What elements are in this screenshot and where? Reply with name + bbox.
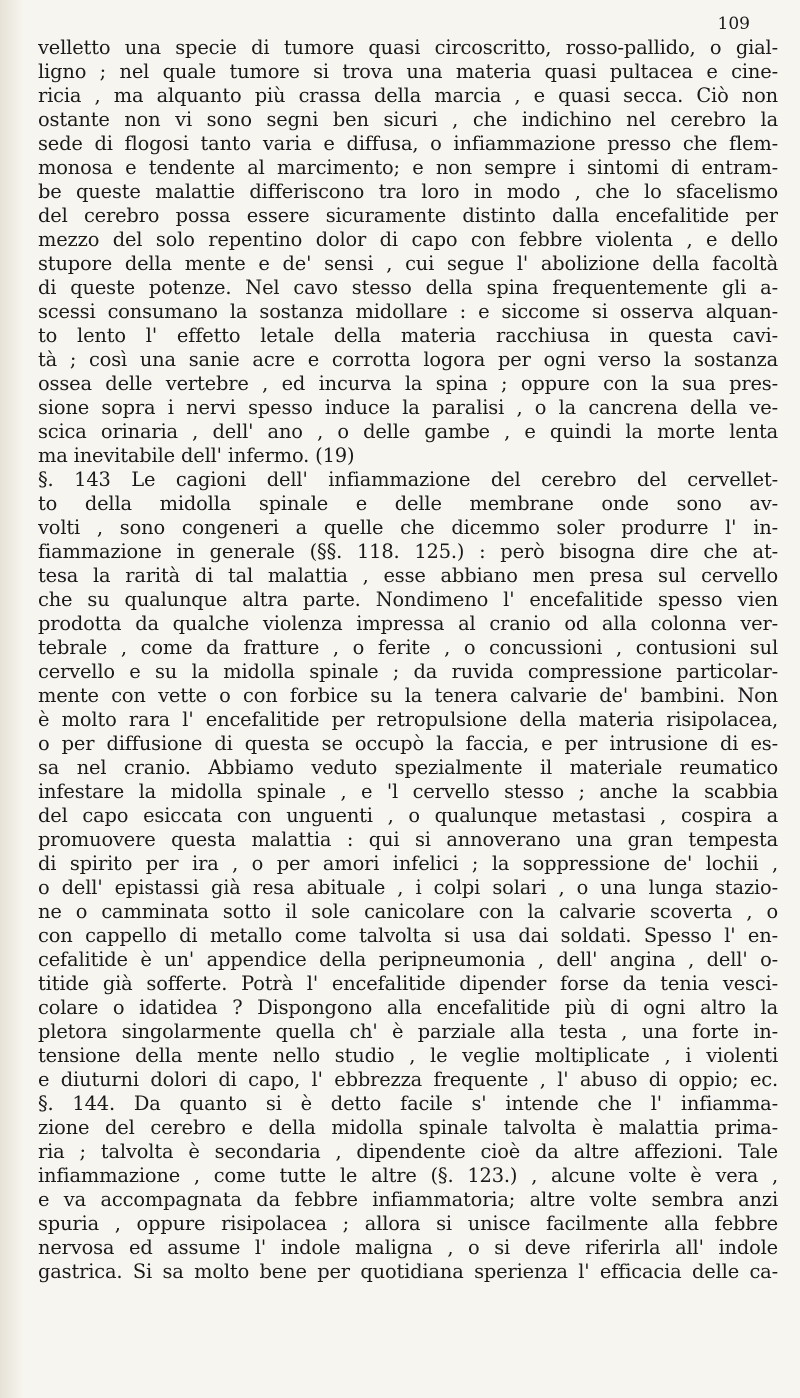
text-line: ligno ; nel quale tumore si trova una materia quasi pultacea e cine- <box>38 60 778 83</box>
text-line: o dell' epistassi già resa abituale , i colpi solari , o una lunga stazio- <box>38 876 778 899</box>
text-line: mezzo del solo repentino dolor di capo con febbre violenta , e dello <box>38 228 778 251</box>
text-line: monosa e tendente al marcimento; e non sempre i sintomi di entram- <box>38 156 778 179</box>
text-line: sa nel cranio. Abbiamo veduto spezialmente il materiale reumatico <box>38 756 778 779</box>
text-line: del cerebro possa essere sicuramente distinto dalla encefalitide per <box>38 204 778 227</box>
text-line: cervello e su la midolla spinale ; da ruvida compressione particolar- <box>38 660 778 683</box>
text-line: ria ; talvolta è secondaria , dipendente cioè da altre affezioni. Tale <box>38 1140 778 1163</box>
text-line: gastrica. Si sa molto bene per quotidiana sperienza l' efficacia delle ca- <box>38 1260 778 1283</box>
text-line: tebrale , come da fratture , o ferite , o concussioni , contusioni sul <box>38 636 778 659</box>
text-line: ne o camminata sotto il sole canicolare con la calvarie scoverta , o <box>38 900 778 923</box>
text-line: promuovere questa malattia : qui si annoverano una gran tempesta <box>38 828 778 851</box>
section-line: §. 144. Da quanto si è detto facile s' intende che l' infiamma- <box>38 1092 778 1115</box>
text-line: velletto una specie di tumore quasi circoscritto, rosso-pallido, o gial- <box>38 36 778 59</box>
text-line: scica orinaria , dell' ano , o delle gambe , e quindi la morte lenta <box>38 420 778 443</box>
text-line: tà ; così una sanie acre e corrotta logora per ogni verso la sostanza <box>38 348 778 371</box>
text-line: è molto rara l' encefalitide per retropulsione della materia risipolacea, <box>38 708 778 731</box>
text-line: con cappello di metallo come talvolta si usa dai soldati. Spesso l' en- <box>38 924 778 947</box>
text-line: zione del cerebro e della midolla spinale talvolta è malattia prima- <box>38 1116 778 1139</box>
text-line: tesa la rarità di tal malattia , esse abbiano men presa sul cervello <box>38 564 778 587</box>
text-line: infestare la midolla spinale , e 'l cervello stesso ; anche la scabbia <box>38 780 778 803</box>
text-line: to lento l' effetto letale della materia racchiusa in questa cavi- <box>38 324 778 347</box>
text-line: nervosa ed assume l' indole maligna , o si deve riferirla all' indole <box>38 1236 778 1259</box>
text-line: ossea delle vertebre , ed incurva la spina ; oppure con la sua pres- <box>38 372 778 395</box>
text-line: prodotta da qualche violenza impressa al cranio od alla colonna ver- <box>38 612 778 635</box>
text-line: e diuturni dolori di capo, l' ebbrezza frequente , l' abuso di oppio; ec. <box>38 1068 778 1091</box>
page-number: 109 <box>717 14 750 34</box>
text-line: mente con vette o con forbice su la tenera calvarie de' bambini. Non <box>38 684 778 707</box>
text-line: scessi consumano la sostanza midollare : e siccome si osserva alquan- <box>38 300 778 323</box>
text-line: fiammazione in generale (§§. 118. 125.) : però bisogna dire che at- <box>38 540 778 563</box>
text-line: sede di flogosi tanto varia e diffusa, o infiammazione presso che flem- <box>38 132 778 155</box>
text-line: di spirito per ira , o per amori infelici ; la soppressione de' lochii , <box>38 852 778 875</box>
text-line: di queste potenze. Nel cavo stesso della spina frequentemente gli a- <box>38 276 778 299</box>
text-line: infiammazione , come tutte le altre (§. 123.) , alcune volte è vera , <box>38 1164 778 1187</box>
text-line: stupore della mente e de' sensi , cui segue l' abolizione della facoltà <box>38 252 778 275</box>
text-line: spuria , oppure risipolacea ; allora si unisce facilmente alla febbre <box>38 1212 778 1235</box>
text-line: ricia , ma alquanto più crassa della marcia , e quasi secca. Ciò non <box>38 84 778 107</box>
text-line: ma inevitabile dell' infermo. (19) <box>38 444 355 467</box>
section-line: §. 143 Le cagioni dell' infiammazione del cerebro del cervellet- <box>38 468 778 491</box>
text-line: e va accompagnata da febbre infiammatoria; altre volte sembra anzi <box>38 1188 778 1211</box>
text-line: pletora singolarmente quella ch' è parziale alla testa , una forte in- <box>38 1020 778 1043</box>
text-line: colare o idatidea ? Dispongono alla encefalitide più di ogni altro la <box>38 996 778 1019</box>
text-line: titide già sofferte. Potrà l' encefalitide dipender forse da tenia vesci- <box>38 972 778 995</box>
text-line: sione sopra i nervi spesso induce la paralisi , o la cancrena della ve- <box>38 396 778 419</box>
text-line: che su qualunque altra parte. Nondimeno l' encefalitide spesso vien <box>38 588 778 611</box>
text-body <box>38 36 778 1284</box>
text-line: del capo esiccata con unguenti , o qualunque metastasi , cospira a <box>38 804 778 827</box>
text-line: ostante non vi sono segni ben sicuri , che indichino nel cerebro la <box>38 108 778 131</box>
text-line: tensione della mente nello studio , le veglie moltiplicate , i violenti <box>38 1044 778 1067</box>
text-line: o per diffusione di questa se occupò la faccia, e per intrusione di es- <box>38 732 778 755</box>
text-line: cefalitide è un' appendice della peripneumonia , dell' angina , dell' o- <box>38 948 778 971</box>
text-line: to della midolla spinale e delle membrane onde sono av- <box>38 492 778 515</box>
text-line: volti , sono congeneri a quelle che dicemmo soler produrre l' in- <box>38 516 778 539</box>
text-line: be queste malattie differiscono tra loro in modo , che lo sfacelismo <box>38 180 778 203</box>
